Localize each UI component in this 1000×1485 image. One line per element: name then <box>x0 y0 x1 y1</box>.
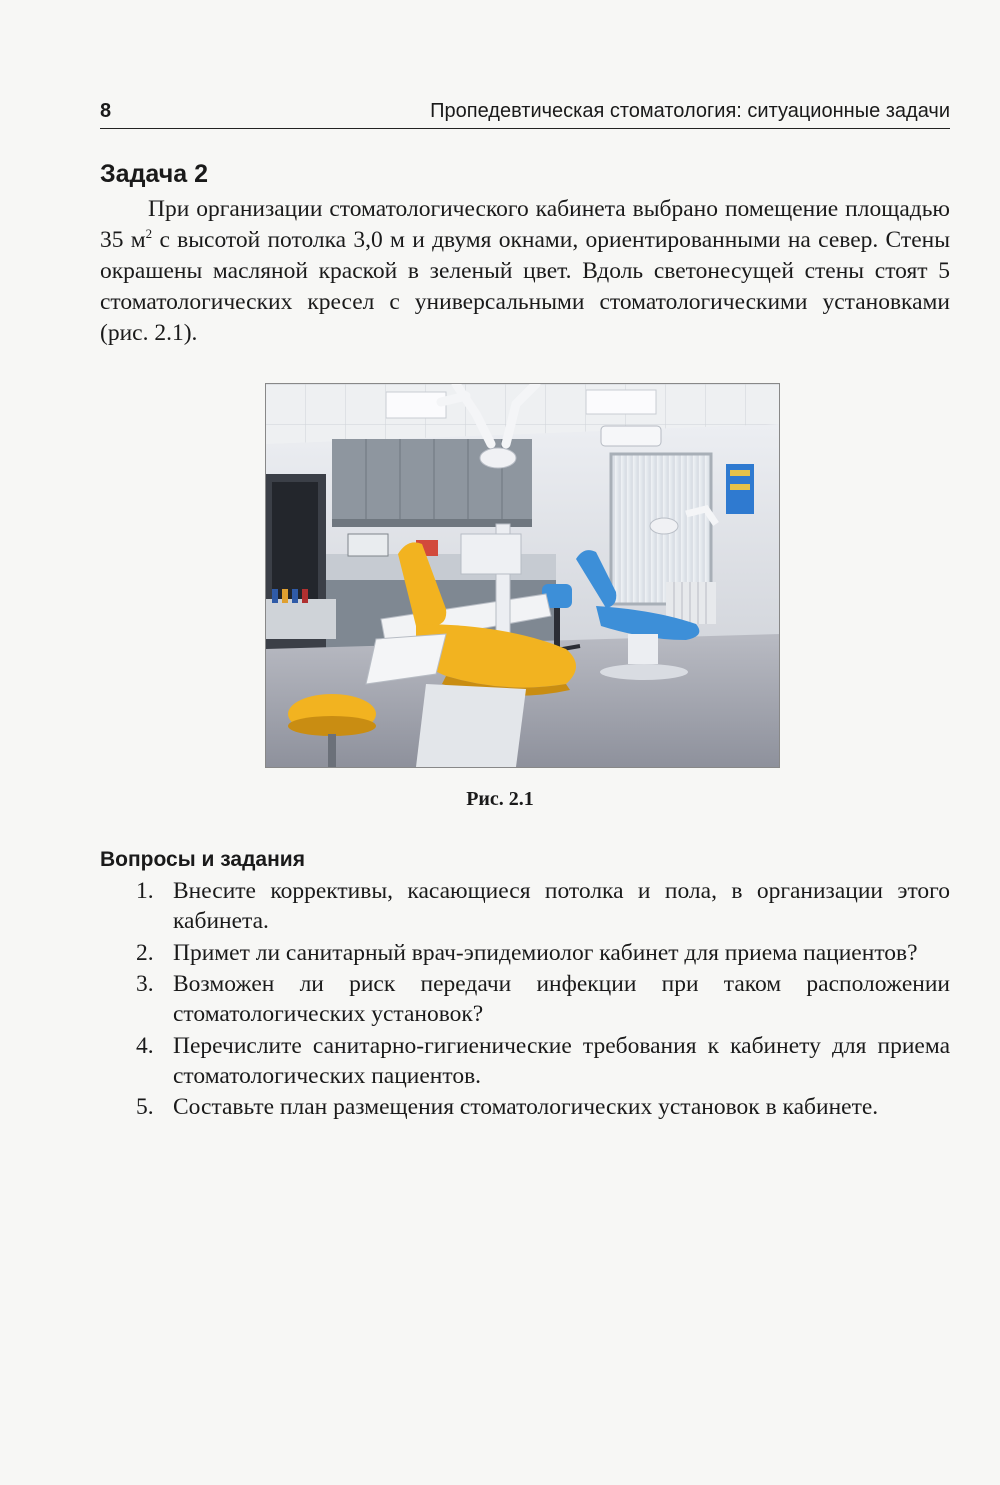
item-number: 3. <box>136 971 154 997</box>
task-text-part-1: При организации стоматологического кабинета выбрано помещение площадью 35 м <box>100 196 950 253</box>
running-title: Пропедевтическая стоматология: ситуационные задачи <box>430 100 950 122</box>
questions-heading: Вопросы и задания <box>100 848 305 871</box>
list-item <box>100 1092 950 1122</box>
task-text-part-2: с высотой потолка 3,0 м и двумя окнами, ориентированными на север. Стены окрашены масляной краской в зеленый цвет. Вдоль светонесущей стены стоят 5 стоматологических кресел с универсальными стоматологическими установками (рис. 2.1). <box>100 227 950 346</box>
list-item <box>100 876 950 936</box>
item-number: 2. <box>136 939 154 966</box>
dental-office-photo <box>265 383 780 768</box>
task-title: Задача 2 <box>100 160 208 188</box>
list-item <box>100 938 950 968</box>
page-number: 8 <box>100 100 112 122</box>
questions-list <box>100 876 950 1124</box>
list-item <box>100 1031 950 1091</box>
item-text: Перечислите санитарно-гигиенические требования к кабинету для приема стоматологических пациентов. <box>173 1032 950 1089</box>
running-header <box>100 96 950 129</box>
item-number: 5. <box>136 1094 154 1120</box>
item-number: 4. <box>136 1032 154 1059</box>
item-text: Внесите коррективы, касающиеся потолка и пола, в организации этого кабинета. <box>173 878 950 934</box>
item-text: Примет ли санитарный врач-эпидемиолог кабинет для приема пациентов? <box>173 939 918 966</box>
list-item <box>100 969 950 1029</box>
item-number: 1. <box>136 878 154 904</box>
item-text: Возможен ли риск передачи инфекции при таком расположении стоматологических установок? <box>173 971 950 1027</box>
item-text: Составьте план размещения стоматологических установок в кабинете. <box>173 1094 879 1120</box>
square-meter-superscript: 2 <box>145 226 153 242</box>
figure-caption: Рис. 2.1 <box>466 788 534 810</box>
task-description <box>100 194 950 349</box>
